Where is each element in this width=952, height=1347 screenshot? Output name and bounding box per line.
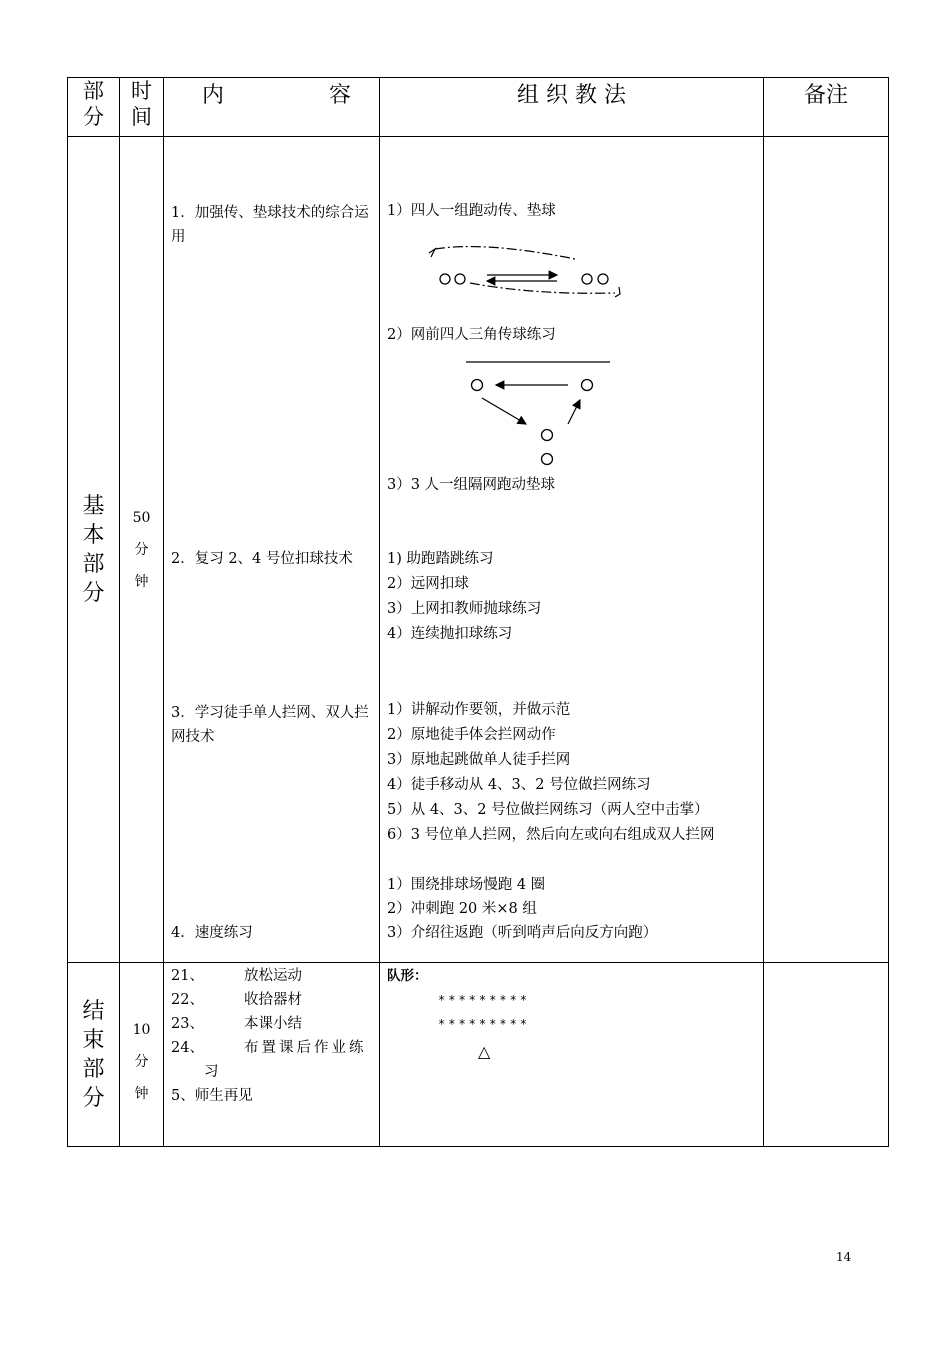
basic-method-cell: [380, 137, 764, 963]
ending-item-3: 23、 本课小结: [171, 1016, 302, 1032]
header-remarks: 备注: [764, 78, 889, 137]
content-item-1: 1．加强传、垫球技术的综合运用: [171, 205, 369, 245]
block-step-6: 6）3 号位单人拦网，然后向左或向右组成双人拦网: [387, 827, 715, 843]
speed-step-2: 2）冲刺跑 20 米×8 组: [387, 901, 537, 917]
speed-step-1: 1）围绕排球场慢跑 4 圈: [387, 877, 546, 893]
block-step-2: 2）原地徒手体会拦网动作: [387, 727, 556, 743]
header-time: 时 间: [120, 78, 164, 137]
header-section: 部 分: [68, 78, 120, 137]
lesson-plan-table: [67, 77, 889, 1147]
spike-step-1: 1) 助跑踏跳练习: [387, 551, 494, 567]
block-step-5: 5）从 4、3、2 号位做拦网练习（两人空中击掌）: [387, 802, 709, 818]
ending-remarks-cell: [764, 963, 889, 1147]
method-item-1: 1）四人一组跑动传、垫球: [387, 203, 556, 219]
block-step-4: 4）徒手移动从 4、3、2 号位做拦网练习: [387, 777, 651, 793]
basic-remarks-cell: [764, 137, 889, 963]
ending-section-row: [68, 963, 889, 1147]
ending-section-label: 结 束 部 分: [68, 963, 120, 1147]
triangle-pass-diagram: [460, 352, 620, 472]
header-method: 组 织 教 法: [380, 78, 764, 137]
ending-content-cell: [164, 963, 380, 1147]
spike-step-3: 3）上网扣教师抛球练习: [387, 601, 542, 617]
method-item-2: 2）网前四人三角传球练习: [387, 327, 556, 343]
basic-content-cell: [164, 137, 380, 963]
basic-time: 50 分 钟: [120, 137, 164, 963]
formation-label: 队形：: [387, 968, 428, 984]
content-item-3: 3．学习徒手单人拦网、双人拦网技术: [171, 705, 369, 745]
ending-item-2: 22、 收拾器材: [171, 992, 302, 1008]
basic-section-label: 基 本 部 分: [68, 137, 120, 963]
ending-time: 10 分 钟: [120, 963, 164, 1147]
method-item-3: 3）3 人一组隔网跑动垫球: [387, 477, 556, 493]
basic-section-row: [68, 137, 889, 963]
ending-item-5: 5、师生再见: [171, 1088, 253, 1104]
speed-step-3: 3）介绍往返跑（听到哨声后向反方向跑）: [387, 925, 658, 941]
header-row: [68, 78, 889, 137]
block-step-3: 3）原地起跳做单人徒手拦网: [387, 752, 571, 768]
content-item-2: 2．复习 2、4 号位扣球技术: [171, 551, 353, 567]
header-content: 内 容: [164, 78, 380, 137]
formation-row-2: *********: [438, 1017, 531, 1031]
page-number: 14: [836, 1250, 852, 1264]
ending-item-1: 21、 放松运动: [171, 968, 302, 984]
formation-row-1: *********: [438, 993, 531, 1007]
teacher-triangle-icon: △: [478, 1042, 491, 1061]
ending-method-cell: [380, 963, 764, 1147]
ending-item-4-cont: 习: [204, 1064, 219, 1080]
running-pass-diagram: [415, 237, 635, 307]
content-item-4: 4．速度练习: [171, 925, 253, 941]
spike-step-2: 2）远网扣球: [387, 576, 469, 592]
spike-step-4: 4）连续抛扣球练习: [387, 626, 513, 642]
block-step-1: 1）讲解动作要领，并做示范: [387, 702, 571, 718]
ending-item-4: 24、 布置课后作业练: [171, 1040, 367, 1056]
